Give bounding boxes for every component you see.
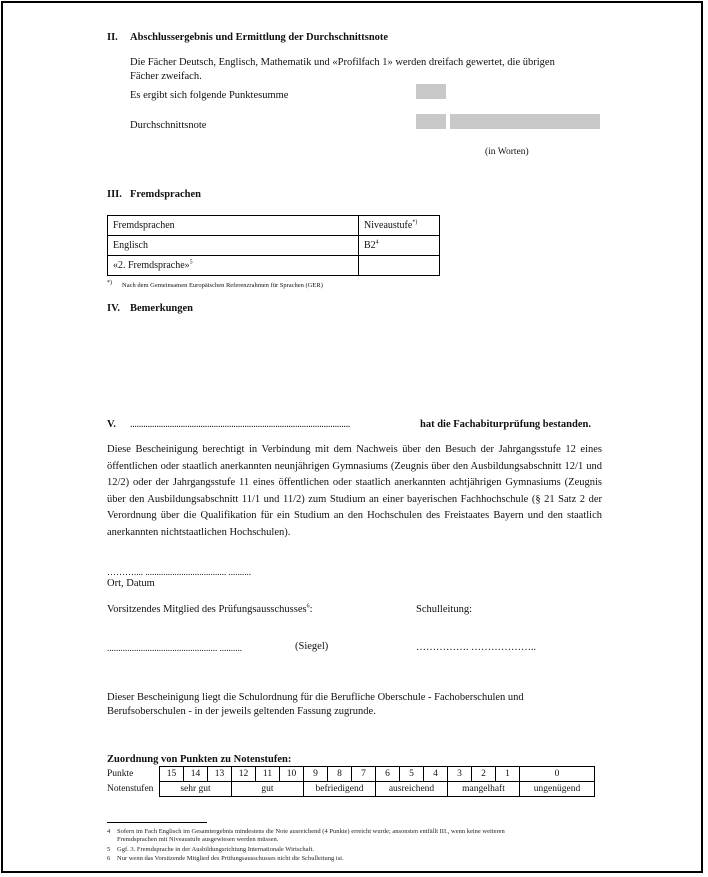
point-cell: 10 [280,767,304,782]
qualification-paragraph: Diese Bescheinigung berechtigt in Verbindung mit dem Nachweis über den Besuch der Jahrgangsstufe 12 eines öffentlichen oder staatlich anerkannten neunjährigen Gymnasiums (Zeugnis über den Ausbildungsabschnitt 12/1 und 12/2) oder der Jahrgangsstufe 11 eines öffentlichen oder staatlich anerkannten achtjährigen Gymnasiums (Zeugnis über den Ausbildungsabschnitt 11/1 und 11/2) zum Studium an einer bayerischen Fachhochschule (§ 21 Satz 2 der Verordnung über die Qualifikation für ein Studium an den Hochschulen des Freistaates Bayern und den staatlich anerkannten nichtstaatlichen Hochschulen). [107,444,602,538]
seal-label: (Siegel) [295,641,329,652]
points-sum-label: Es ergibt sich folgende Punktesumme [130,90,289,101]
chair-signature-dots[interactable]: ................................................. .......... [107,643,242,653]
grades-table [107,766,595,797]
point-cell: 8 [328,767,352,782]
footnote-6: 6 Nur wenn das Vorsitzende Mitglied des Prüfungsausschusses nicht die Schulleitung ist. [107,855,344,862]
weighting-text-line1: Die Fächer Deutsch, Englisch, Mathematik und «Profilfach 1» werden dreifach gewertet, die übrigen [130,57,555,68]
level-cell: ausreichend [376,782,448,797]
committee-chair-label: Vorsitzendes Mitglied des Prüfungsausschusses$^6$: [107,603,313,615]
point-cell: 15 [160,767,184,782]
average-grade-field[interactable] [416,114,446,129]
point-cell: 9 [304,767,328,782]
level-cell: sehr gut [160,782,232,797]
level-cell[interactable] [359,256,440,276]
footnote-4-cont: Fremdsprachen mit Niveaustufe ausgewiesen werden müssen. [117,836,279,843]
average-grade-words-field[interactable] [450,114,600,129]
section-5-heading: hat die Fachabiturprüfung bestanden. [420,419,591,430]
points-label: Punkte [107,769,134,779]
school-order-line2: Berufsoberschulen - in der jeweils geltenden Fassung zugrunde. [107,706,376,717]
in-words-label: (in Worten) [485,147,529,157]
language-cell: Englisch [108,236,359,256]
points-sum-field[interactable] [416,84,446,99]
school-signature-dots[interactable]: ……………. ……………….. [416,642,536,653]
weighting-text-line2: Fächer zweifach. [130,71,202,82]
section-3-heading: Fremdsprachen [130,189,201,200]
point-cell: 2 [472,767,496,782]
point-cell: 4 [424,767,448,782]
table-row [108,236,440,256]
level-cell: gut [232,782,304,797]
points-row [107,767,595,782]
place-date-dots[interactable]: ……….... .................................... .......... [107,567,251,577]
footnote-separator [107,822,207,823]
point-cell: 11 [256,767,280,782]
point-cell: 13 [208,767,232,782]
section-2-number: II. [107,32,118,43]
level-column-header: Niveaustufe*) [359,216,440,236]
point-cell: 0 [520,767,595,782]
languages-column-header: Fremdsprachen [108,216,359,236]
point-cell: 6 [376,767,400,782]
point-cell: 3 [448,767,472,782]
language-cell: «2. Fremdsprache»$^5$ [108,256,359,276]
section-3-number: III. [107,189,122,200]
point-cell: 14 [184,767,208,782]
section-4-heading: Bemerkungen [130,303,193,314]
page-border [1,1,703,873]
point-cell: 12 [232,767,256,782]
average-grade-label: Durchschnittsnote [130,120,207,131]
school-order-line1: Dieser Bescheinigung liegt die Schulordnung für die Berufliche Oberschule - Fachoberschulen und [107,692,524,703]
school-management-label: Schulleitung: [416,604,472,615]
level-cell: mangelhaft [448,782,520,797]
level-cell: ungenügend [520,782,595,797]
grades-title: Zuordnung von Punkten zu Notenstufen: [107,754,292,765]
candidate-name-dots[interactable]: .................................................................................................... [130,419,351,430]
grade-levels-row [107,782,595,797]
point-cell: 5 [400,767,424,782]
footnote-5: 5 Ggf. 3. Fremdsprache in der Ausbildungsrichtung Internationale Wirtschaft. [107,846,315,853]
footnote-4: 4 Sofern im Fach Englisch im Gesamtergebnis mindestens die Note ausreichend (4 Punkte) erreicht wurde; ansonsten entfällt III., wenn keine weiteren [107,828,505,835]
point-cell: 7 [352,767,376,782]
section-2-heading: Abschlussergebnis und Ermittlung der Durchschnittsnote [130,32,389,43]
section-4-number: IV. [107,303,120,314]
level-cell[interactable]: $B2^4$ [359,236,440,256]
table-header-row [108,216,440,236]
ger-note-text: Nach dem Gemeinsamen Europäischen Referenzrahmen für Sprachen (GER) [122,282,323,289]
level-cell: befriedigend [304,782,376,797]
ger-note-mark: *) [107,280,112,286]
table-row [108,256,440,276]
point-cell: 1 [496,767,520,782]
place-date-label: Ort, Datum [107,578,155,589]
languages-table [107,215,440,276]
levels-label: Notenstufen [107,784,154,794]
section-5-number: V. [107,419,116,430]
